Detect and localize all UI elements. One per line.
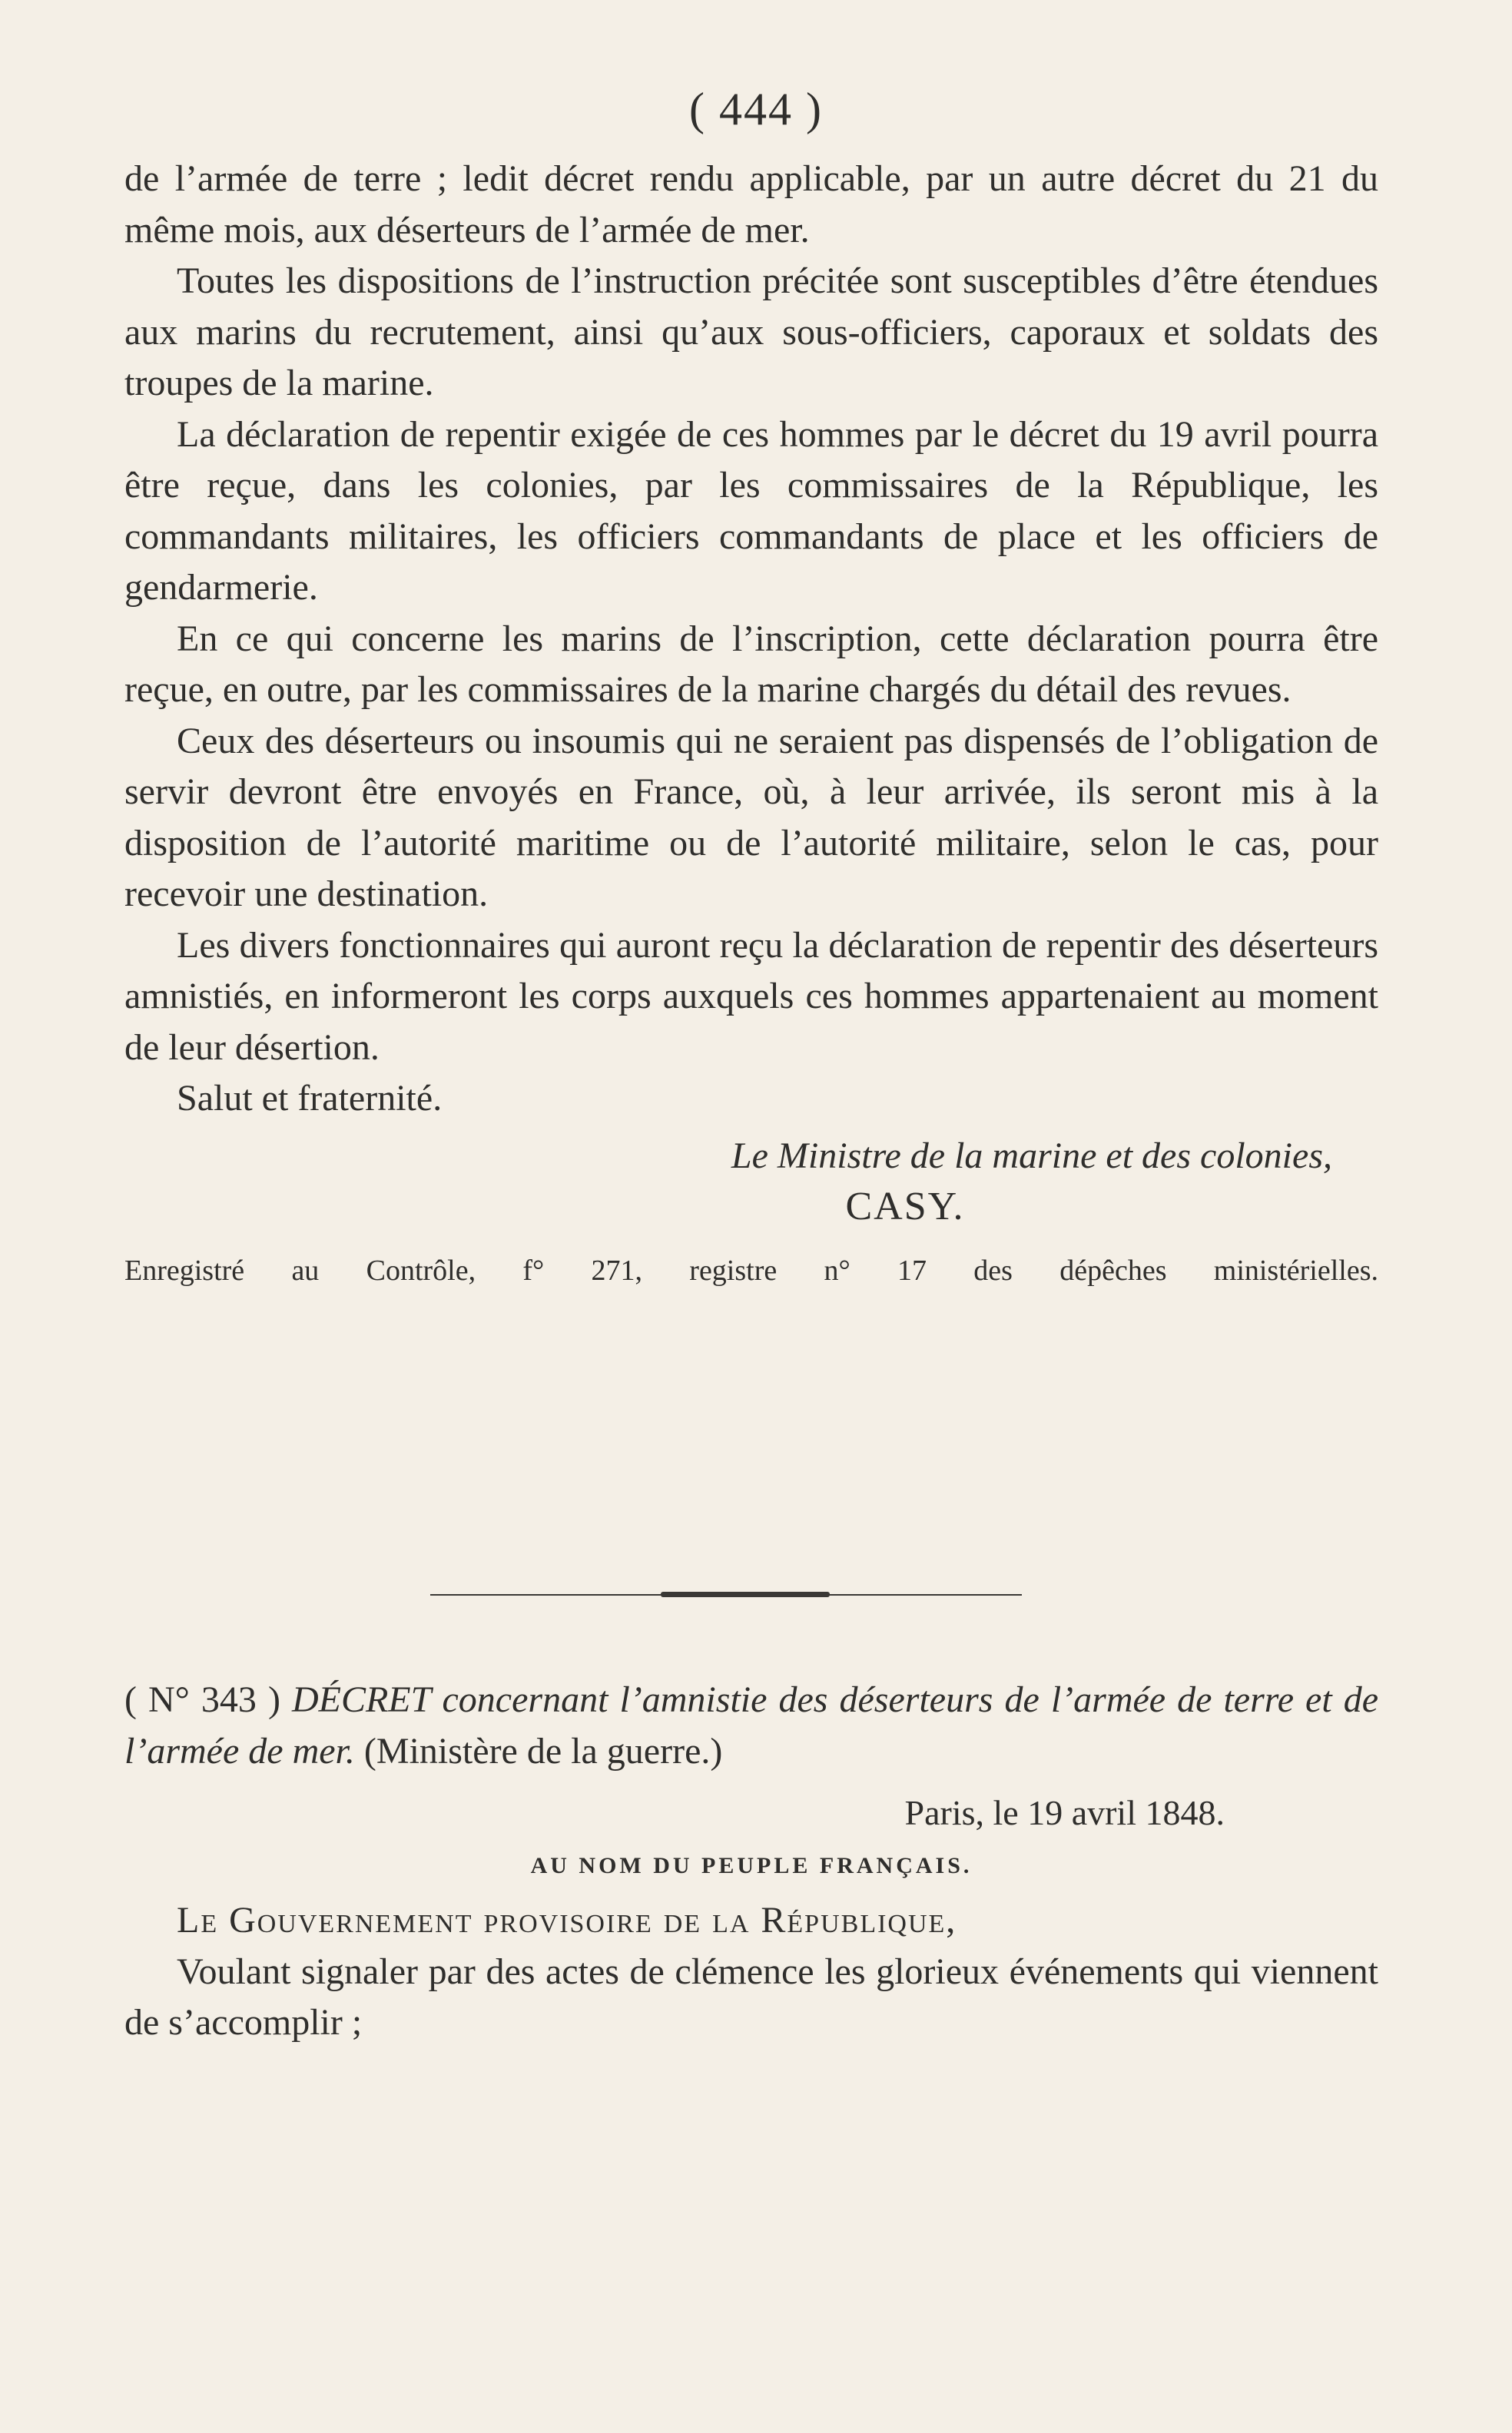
section-divider xyxy=(430,1590,1022,1599)
decree-ministry: (Ministère de la guerre.) xyxy=(363,1730,723,1772)
paragraph-continuation: de l’armée de terre ; ledit décret rendu applicable, par un autre décret du 21 du même mois, aux déserteurs de l’armée de mer. xyxy=(124,158,1378,250)
decree-heading xyxy=(124,1675,1378,1777)
paragraph-fonctionnaires: Les divers fonctionnaires qui auront reçu la déclaration de repentir des déserteurs amnistiés, en informeront les corps auxquels ces hommes appartenaient au moment de leur désertion. xyxy=(124,924,1378,1068)
paragraph-dispositions: Toutes les dispositions de l’instruction précitée sont susceptibles d’être étendues aux marins du recrutement, ainsi qu’aux sous-officiers, caporaux et soldats des troupes de la marine. xyxy=(124,260,1378,403)
decree-date: Paris, le 19 avril 1848. xyxy=(904,1793,1225,1832)
paragraph-inscription: En ce qui concerne les marins de l’inscription, cette déclaration pourra être reçue, en outre, par les commissaires de la marine chargés du détail des revues. xyxy=(124,618,1378,710)
divider-ornament xyxy=(661,1592,830,1597)
signature-name: CASY. xyxy=(845,1184,965,1228)
registry-note: Enregistré au Contrôle, f° 271, registre n° 17 des dépêches ministérielles. xyxy=(124,1254,1378,1287)
paragraph-deserteurs: Ceux des déserteurs ou insoumis qui ne seraient pas dispensés de l’obligation de servir devront être envoyés en France, où, à leur arrivée, ils seront mis à la disposition de l’autorité maritime ou de l’autorité militaire, selon le cas, pour recevoir une destination. xyxy=(124,720,1378,914)
salutation: Salut et fraternité. xyxy=(177,1078,443,1119)
circular-continuation xyxy=(124,154,1378,1292)
decree-section xyxy=(124,1675,1378,2049)
decree-title: DÉCRET concernant l’amnistie des déserteurs de l’armée de terre et de l’armée de mer. xyxy=(124,1679,1379,1772)
decree-government: Le Gouvernement provisoire de la République, xyxy=(177,1900,957,1941)
page-number: ( 444 ) xyxy=(689,84,823,134)
paragraph-declaration: La déclaration de repentir exigée de ces hommes par le décret du 19 avril pourra être reçue, dans les colonies, par les commissaires de la République, les commandants militaires, les officiers commandants de place et les officiers de gendarmerie. xyxy=(124,413,1378,608)
decree-number: ( N° 343 ) xyxy=(124,1679,280,1720)
decree-voulant: Voulant signaler par des actes de clémence les glorieux événements qui viennent de s’accomplir ; xyxy=(124,1951,1378,2043)
decree-preamble-header: AU NOM DU PEUPLE FRANÇAIS. xyxy=(530,1853,973,1878)
signature-title: Le Ministre de la marine et des colonies, xyxy=(731,1135,1332,1176)
